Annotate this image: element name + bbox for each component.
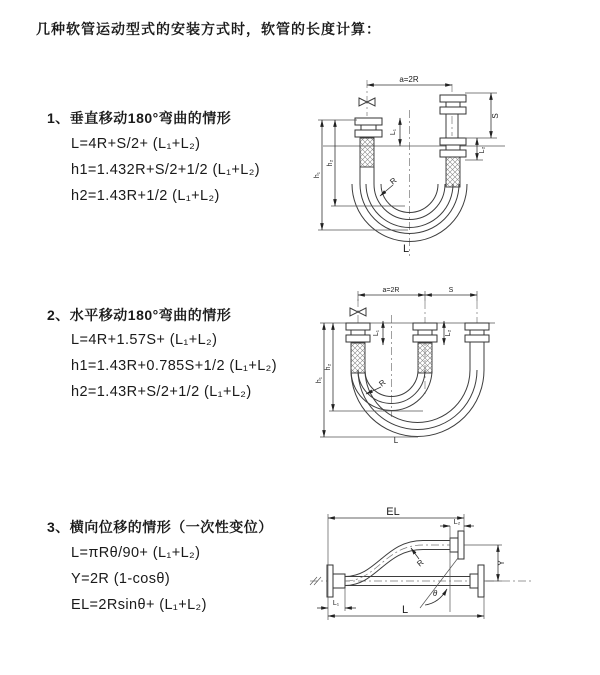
section-1-heading: 1、垂直移动180°弯曲的情形 [47, 110, 232, 126]
dimension-el [328, 506, 464, 620]
dim-label-s: S [491, 113, 500, 119]
braided-section [418, 343, 432, 373]
hose-fitting-right [465, 323, 489, 370]
hose-fitting-right [440, 95, 466, 187]
flange-raised [450, 531, 464, 559]
dim-label-l1: L₁ [373, 329, 380, 337]
centerline [367, 80, 452, 256]
flange-right [470, 565, 484, 597]
formula-line: h1=1.432R+S/2+1/2 (L₁+L₂) [71, 162, 261, 178]
dimension-s [465, 93, 500, 138]
dim-label-h1: h₁ [316, 376, 323, 384]
dim-label-l1: L₁ [390, 128, 397, 136]
dimension-a2r [367, 75, 452, 85]
formula-line: L=4R+S/2+ (L₁+L₂) [71, 136, 201, 152]
dimension-l2 [440, 519, 474, 612]
formula-line: Y=2R (1-cosθ) [71, 571, 171, 587]
dim-label-l2: L₂ [479, 146, 486, 154]
hose-s-curve [345, 541, 455, 586]
dim-label-a2r: a=2R [382, 287, 400, 294]
dimension-l2 [444, 321, 452, 345]
dim-label-l2: L₂ [453, 519, 461, 526]
page-title: 几种软管运动型式的安装方式时，软管的长度计算： [36, 21, 381, 37]
diagram-2-horizontal-bend-figure [305, 283, 600, 453]
radius-label: R [415, 557, 426, 569]
formula-line: h2=1.43R+1/2 (L₁+L₂) [71, 188, 220, 204]
dimension-l1 [373, 321, 383, 345]
dimension-l2 [465, 138, 486, 160]
angle-label: θ [432, 589, 438, 598]
dim-label-h2: h₂ [327, 159, 334, 167]
dim-label-h2: h₂ [325, 363, 332, 371]
hose-fitting-middle [413, 323, 437, 373]
valve-icon [350, 308, 366, 316]
dim-label-el: EL [386, 506, 400, 518]
section-3-heading: 3、横向位移的情形（一次性变位） [47, 519, 273, 535]
hose-u-bend [351, 370, 484, 437]
diagram-3-lateral-offset-figure [305, 487, 600, 652]
flange-left [327, 565, 345, 597]
braided-section [351, 343, 365, 373]
length-label: L [402, 243, 410, 255]
diagram-1-vertical-bend-figure [305, 72, 595, 262]
braided-section [360, 138, 374, 167]
dim-label-s: S [448, 287, 454, 294]
dim-label-l1: L₁ [332, 600, 340, 607]
hose-fitting-left [346, 323, 370, 373]
dimension-a2r [358, 287, 477, 301]
dim-label-a2r: a=2R [399, 75, 419, 84]
braided-section [446, 157, 460, 187]
radius-label: R [388, 175, 399, 187]
formula-line: L=πRθ/90+ (L₁+L₂) [71, 545, 201, 561]
dimension-l1 [390, 118, 400, 146]
dimension-s [425, 287, 477, 295]
length-label: L [393, 436, 399, 445]
dim-label-h1: h₁ [314, 171, 321, 179]
section-2-heading: 2、水平移动180°弯曲的情形 [47, 307, 232, 323]
dimension-l1 [317, 588, 356, 611]
hose-fitting-left [355, 118, 382, 167]
radius-label: R [377, 377, 388, 389]
formula-line: h1=1.43R+0.785S+1/2 (L₁+L₂) [71, 358, 277, 374]
angle-construction [420, 558, 458, 608]
dim-label-y: Y [497, 560, 506, 566]
formula-line: EL=2Rsinθ+ (L₁+L₂) [71, 597, 207, 613]
radius-callout [411, 548, 426, 568]
dim-label-l: L [401, 604, 409, 616]
dim-label-l2: L₂ [445, 329, 452, 337]
formula-line: h2=1.43R+S/2+1/2 (L₁+L₂) [71, 384, 252, 400]
formula-line: L=4R+1.57S+ (L₁+L₂) [71, 332, 218, 348]
